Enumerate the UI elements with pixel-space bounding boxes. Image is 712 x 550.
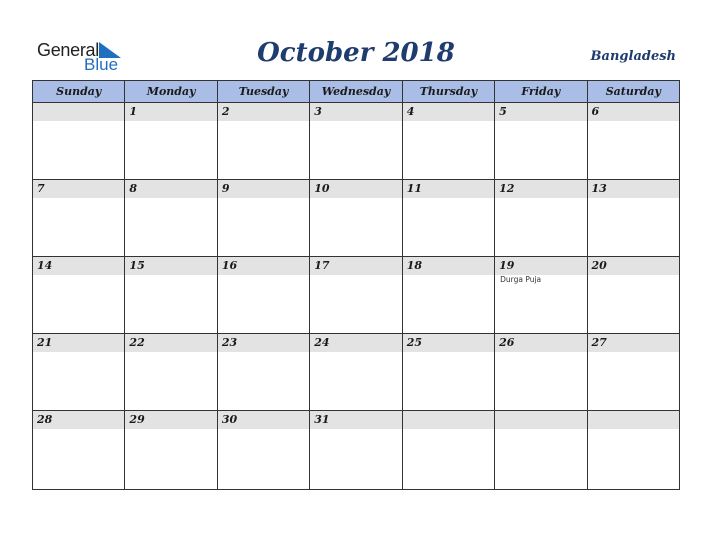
day-number: 7 xyxy=(37,182,45,195)
week-row xyxy=(33,103,680,180)
day-number: 13 xyxy=(591,182,607,195)
weekday-header-row xyxy=(33,81,680,103)
day-cell xyxy=(495,411,587,490)
day-band xyxy=(310,180,401,198)
day-number: 14 xyxy=(37,259,53,272)
day-cell xyxy=(495,180,587,257)
day-cell xyxy=(495,334,587,411)
day-band xyxy=(125,180,216,198)
day-band xyxy=(218,257,309,275)
day-cell xyxy=(310,103,402,180)
week-row xyxy=(33,180,680,257)
day-band xyxy=(33,257,124,275)
day-cell xyxy=(310,180,402,257)
day-cell xyxy=(125,103,217,180)
day-number: 10 xyxy=(314,182,330,195)
day-cell xyxy=(217,411,309,490)
day-cell xyxy=(495,103,587,180)
weekday-saturday: Saturday xyxy=(587,81,679,103)
day-cell xyxy=(587,411,679,490)
day-cell xyxy=(402,103,494,180)
day-cell xyxy=(310,257,402,334)
day-cell xyxy=(587,103,679,180)
day-band xyxy=(403,180,494,198)
day-band xyxy=(33,411,124,429)
day-number: 12 xyxy=(499,182,515,195)
day-band xyxy=(310,334,401,352)
day-number: 20 xyxy=(591,259,607,272)
calendar-grid xyxy=(32,80,680,490)
day-number: 1 xyxy=(129,105,138,118)
day-cell xyxy=(33,257,125,334)
day-band xyxy=(218,103,309,121)
day-cell xyxy=(217,334,309,411)
day-cell xyxy=(587,257,679,334)
day-number: 9 xyxy=(221,182,230,195)
day-number: 19 xyxy=(499,259,515,272)
day-number: 16 xyxy=(221,259,238,272)
day-number: 23 xyxy=(221,336,238,349)
day-cell xyxy=(402,180,494,257)
day-cell xyxy=(33,180,125,257)
day-band xyxy=(495,103,586,121)
day-band xyxy=(125,411,216,429)
day-band xyxy=(588,411,679,429)
day-band xyxy=(33,180,124,198)
day-cell xyxy=(402,334,494,411)
day-band xyxy=(403,334,494,352)
day-cell xyxy=(125,334,217,411)
day-band xyxy=(33,334,124,352)
day-cell xyxy=(125,257,217,334)
day-number: 17 xyxy=(314,259,330,272)
weekday-monday: Monday xyxy=(125,81,217,103)
day-number: 31 xyxy=(314,413,330,426)
generalblue-logo xyxy=(37,40,127,74)
day-cell xyxy=(33,411,125,490)
day-number: 26 xyxy=(499,336,515,349)
logo-text-blue: Blue xyxy=(84,55,119,74)
day-band xyxy=(218,334,309,352)
day-cell xyxy=(402,411,494,490)
day-cell xyxy=(495,257,587,334)
day-number: 25 xyxy=(406,336,422,349)
day-cell xyxy=(217,257,309,334)
day-number: 21 xyxy=(37,336,53,349)
day-band xyxy=(588,103,679,121)
day-cell xyxy=(587,180,679,257)
day-band xyxy=(495,257,586,275)
day-number: 6 xyxy=(591,105,600,118)
week-row xyxy=(33,334,680,411)
day-band xyxy=(310,103,401,121)
day-band xyxy=(125,257,216,275)
day-band xyxy=(125,334,216,352)
weekday-thursday: Thursday xyxy=(402,81,494,103)
day-band xyxy=(218,180,309,198)
weekday-wednesday: Wednesday xyxy=(310,81,402,103)
day-band xyxy=(403,411,494,429)
day-band xyxy=(588,257,679,275)
day-cell xyxy=(217,103,309,180)
day-number: 5 xyxy=(499,105,507,118)
day-band xyxy=(33,103,124,121)
holiday-label: Durga Puja xyxy=(500,275,542,284)
day-cell xyxy=(310,411,402,490)
day-cell xyxy=(310,334,402,411)
day-number: 29 xyxy=(129,413,145,426)
day-band xyxy=(310,257,401,275)
day-band xyxy=(588,334,679,352)
day-number: 4 xyxy=(406,105,415,118)
day-number: 28 xyxy=(37,413,53,426)
weekday-sunday: Sunday xyxy=(33,81,125,103)
day-number: 8 xyxy=(129,182,138,195)
day-band xyxy=(125,103,216,121)
day-number: 24 xyxy=(314,336,330,349)
day-band xyxy=(495,334,586,352)
day-number: 22 xyxy=(129,336,145,349)
calendar-body xyxy=(33,103,680,490)
day-number: 30 xyxy=(221,413,238,426)
day-number: 11 xyxy=(406,182,422,195)
page-title: October 2018 xyxy=(257,38,455,68)
day-number: 27 xyxy=(591,336,607,349)
logo-text-general: General xyxy=(37,40,99,60)
day-band xyxy=(403,103,494,121)
day-cell xyxy=(125,180,217,257)
day-cell xyxy=(587,334,679,411)
day-band xyxy=(403,257,494,275)
day-number: 18 xyxy=(406,259,422,272)
day-number: 15 xyxy=(129,259,145,272)
day-number: 3 xyxy=(314,105,322,118)
day-band xyxy=(495,180,586,198)
week-row xyxy=(33,257,680,334)
day-number: 2 xyxy=(221,105,230,118)
weekday-tuesday: Tuesday xyxy=(217,81,309,103)
day-band xyxy=(218,411,309,429)
day-cell xyxy=(402,257,494,334)
week-row xyxy=(33,411,680,490)
day-cell xyxy=(33,103,125,180)
day-cell xyxy=(217,180,309,257)
day-band xyxy=(495,411,586,429)
day-band xyxy=(310,411,401,429)
day-cell xyxy=(33,334,125,411)
day-cell xyxy=(125,411,217,490)
day-band xyxy=(588,180,679,198)
weekday-friday: Friday xyxy=(495,81,587,103)
country-label: Bangladesh xyxy=(590,49,676,64)
